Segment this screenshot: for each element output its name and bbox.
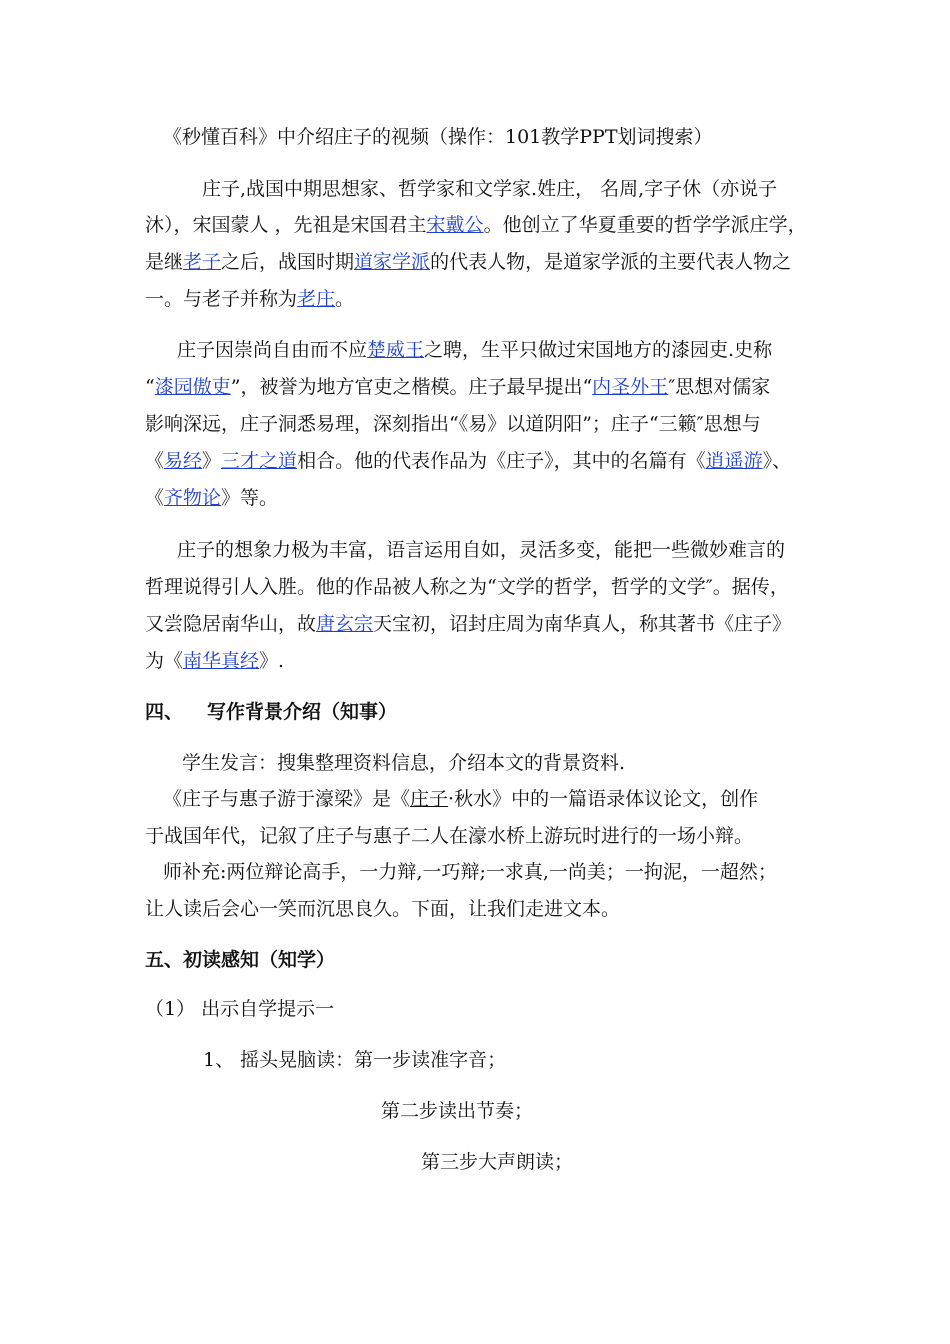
- s4-line-3: 于战国年代，记叙了庄子与惠子二人在濠水桥上游玩时进行的一场小辩。: [145, 825, 754, 847]
- s5-step-3: 第三步大声朗读；: [421, 1151, 574, 1173]
- p1-line-2: 沐），宋国蒙人 ，先祖是宋国君主宋戴公。他创立了华夏重要的哲学学派庄学，: [145, 214, 807, 236]
- link-chu-wei-wang[interactable]: 楚威王: [367, 339, 425, 361]
- link-laozi[interactable]: 老子: [183, 251, 222, 273]
- link-sancai-zhidao[interactable]: 三才之道: [221, 450, 298, 472]
- link-neisheng-waiwang[interactable]: 内圣外王: [592, 376, 669, 398]
- link-song-dai-gong[interactable]: 宋戴公: [426, 214, 484, 236]
- section-4-heading: 四、 写作背景介绍（知事）: [145, 701, 398, 723]
- p1-line-4: 一。与老子并称为老庄。: [145, 288, 355, 310]
- p2-line-4: 《易经》三才之道相合。他的代表作品为《庄子》，其中的名篇有《逍遥游》、: [145, 450, 792, 472]
- intro-line: 《秒懂百科》中介绍庄子的视频（操作：101教学PPT划词搜索）: [163, 126, 713, 148]
- p3-line-1: 庄子的想象力极为丰富，语言运用自如，灵活多变，能把一些微妙难言的: [177, 539, 786, 561]
- link-tang-xuanzong[interactable]: 唐玄宗: [316, 613, 374, 635]
- s4-line-1: 学生发言：搜集整理资料信息，介绍本文的背景资料.: [182, 752, 626, 774]
- section-5-heading: 五、初读感知（知学）: [145, 949, 336, 971]
- s5-item-1: （1） 出示自学提示一: [145, 998, 335, 1020]
- p2-line-3: 影响深远，庄子洞悉易理，深刻指出“《易》以道阴阳”；庄子“三籁″思想与: [145, 413, 761, 435]
- p3-line-3: 又尝隐居南华山，故唐玄宗天宝初，诏封庄周为南华真人，称其著书《庄子》: [145, 613, 792, 635]
- link-qiwulun[interactable]: 齐物论: [164, 487, 222, 509]
- p3-line-4: 为《南华真经》.: [145, 650, 285, 672]
- s4-line-4: 师补充:两位辩论高手，一力辩,一巧辩;一求真,一尚美；一拘泥，一超然；: [163, 861, 777, 883]
- link-qiyuan-aoli[interactable]: 漆园傲吏: [154, 376, 231, 398]
- link-yijing[interactable]: 易经: [164, 450, 203, 472]
- p2-line-5: 《齐物论》等。: [145, 487, 279, 509]
- p1-line-1: 庄子,战国中期思想家、哲学家和文学家.姓庄， 名周,字子休（亦说子: [202, 178, 778, 200]
- p3-line-2: 哲理说得引人入胜。他的作品被人称之为“文学的哲学，哲学的文学″。据传，: [145, 576, 789, 598]
- p2-line-2: “漆园傲吏”，被誉为地方官吏之楷模。庄子最早提出“内圣外王″思想对儒家: [145, 376, 771, 398]
- s5-step-2: 第二步读出节奏；: [381, 1100, 534, 1122]
- link-daojia-xuepai[interactable]: 道家学派: [354, 251, 431, 273]
- p2-line-1: 庄子因崇尚自由而不应楚威王之聘，生平只做过宋国地方的漆园吏.史称: [177, 339, 773, 361]
- s4-line-5: 让人读后会心一笑而沉思良久。下面，让我们走进文本。: [145, 898, 621, 920]
- underlined-zhuangzi: 庄子: [410, 788, 449, 810]
- s5-step-1: 1、 摇头晃脑读：第一步读准字音；: [203, 1049, 507, 1071]
- link-nanhua-zhenjing[interactable]: 南华真经: [183, 650, 260, 672]
- p1-line-3: 是继老子之后，战国时期道家学派的代表人物，是道家学派的主要代表人物之: [145, 251, 792, 273]
- link-xiaoyaoyou[interactable]: 逍遥游: [705, 450, 763, 472]
- s4-line-2: 《庄子与惠子游于濠梁》是《庄子·秋水》中的一篇语录体议论文，创作: [163, 788, 759, 810]
- link-laozhuang[interactable]: 老庄: [297, 288, 336, 310]
